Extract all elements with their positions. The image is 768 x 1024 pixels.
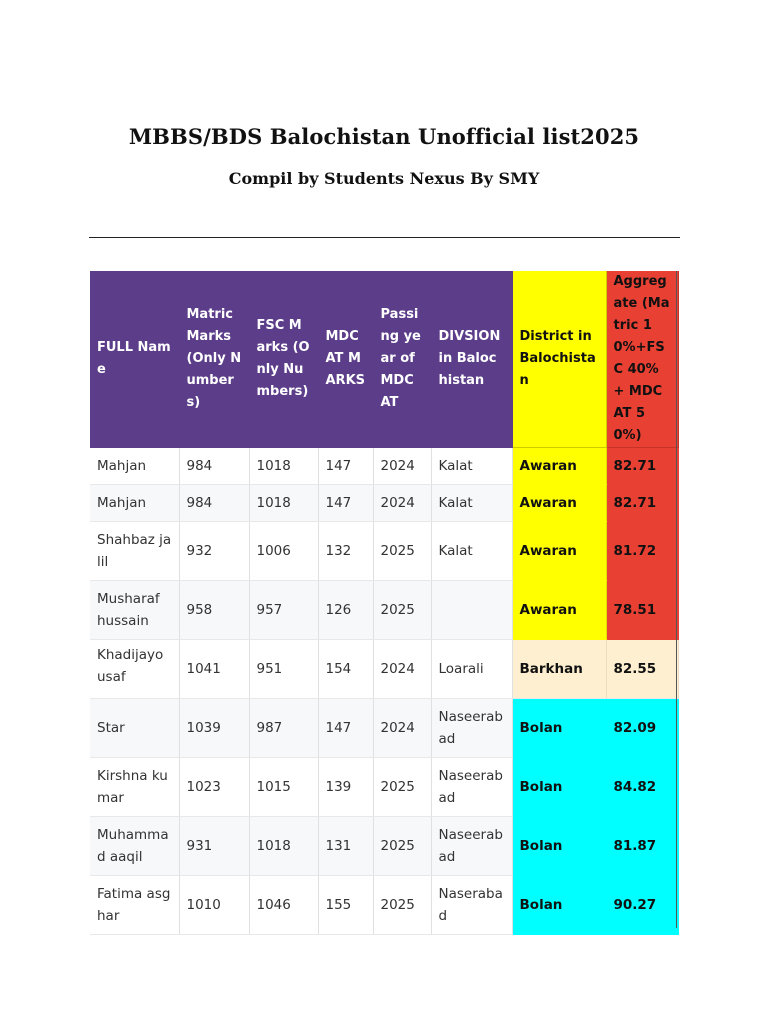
- cell-district: Awaran: [512, 485, 606, 522]
- header-passing-year: Passing year of MDCAT: [373, 271, 431, 448]
- cell-aggregate: 90.27: [606, 876, 678, 935]
- cell-passing-year: 2025: [373, 581, 431, 640]
- document-subtitle: Compil by Students Nexus By SMY: [228, 169, 540, 188]
- cell-fsc-marks: 1046: [249, 876, 318, 935]
- cell-aggregate: 78.51: [606, 581, 678, 640]
- table-row: [90, 699, 678, 758]
- cell-full-name: Khadijayousaf: [90, 640, 179, 699]
- cell-fsc-marks: 951: [249, 640, 318, 699]
- header-mdcat-marks: MDCAT MARKS: [318, 271, 373, 448]
- cell-aggregate: 82.71: [606, 448, 678, 485]
- cell-mdcat-marks: 147: [318, 699, 373, 758]
- table-row: [90, 485, 678, 522]
- cell-full-name: Mahjan: [90, 485, 179, 522]
- cell-full-name: Musharaf hussain: [90, 581, 179, 640]
- cell-mdcat-marks: 147: [318, 485, 373, 522]
- cell-matric-marks: 932: [179, 522, 249, 581]
- cell-matric-marks: 984: [179, 448, 249, 485]
- cell-aggregate: 82.09: [606, 699, 678, 758]
- cell-matric-marks: 1041: [179, 640, 249, 699]
- cell-passing-year: 2024: [373, 640, 431, 699]
- document-title: MBBS/BDS Balochistan Unofficial list2025: [128, 124, 640, 149]
- header-matric-marks: Matric Marks (Only Numbers): [179, 271, 249, 448]
- header-division: DIVSION in Balochistan: [431, 271, 512, 448]
- table-row: [90, 640, 678, 699]
- cell-mdcat-marks: 154: [318, 640, 373, 699]
- cell-fsc-marks: 1018: [249, 485, 318, 522]
- cell-fsc-marks: 1018: [249, 448, 318, 485]
- cell-matric-marks: 1010: [179, 876, 249, 935]
- cell-full-name: Star: [90, 699, 179, 758]
- cell-district: Awaran: [512, 448, 606, 485]
- cell-full-name: Kirshna kumar: [90, 758, 179, 817]
- cell-matric-marks: 958: [179, 581, 249, 640]
- cell-division: Naserabad: [431, 876, 512, 935]
- cell-division: [431, 581, 512, 640]
- table-row: [90, 448, 678, 485]
- cell-mdcat-marks: 126: [318, 581, 373, 640]
- table-row: [90, 581, 678, 640]
- cell-passing-year: 2025: [373, 522, 431, 581]
- table-row: [90, 876, 678, 935]
- cell-matric-marks: 1039: [179, 699, 249, 758]
- cell-passing-year: 2025: [373, 876, 431, 935]
- cell-mdcat-marks: 139: [318, 758, 373, 817]
- header-full-name: FULL Name: [90, 271, 179, 448]
- cell-division: Naseerabad: [431, 758, 512, 817]
- cell-district: Bolan: [512, 699, 606, 758]
- cell-fsc-marks: 987: [249, 699, 318, 758]
- cell-passing-year: 2024: [373, 699, 431, 758]
- cell-district: Bolan: [512, 876, 606, 935]
- table-right-edge: [676, 271, 677, 928]
- cell-full-name: Shahbaz jalil: [90, 522, 179, 581]
- cell-division: Naseerabad: [431, 817, 512, 876]
- cell-passing-year: 2024: [373, 448, 431, 485]
- cell-division: Kalat: [431, 485, 512, 522]
- cell-aggregate: 82.71: [606, 485, 678, 522]
- cell-matric-marks: 1023: [179, 758, 249, 817]
- cell-division: Naseerabad: [431, 699, 512, 758]
- table-header-row: [90, 271, 678, 448]
- cell-full-name: Mahjan: [90, 448, 179, 485]
- cell-fsc-marks: 1018: [249, 817, 318, 876]
- cell-fsc-marks: 1015: [249, 758, 318, 817]
- cell-mdcat-marks: 147: [318, 448, 373, 485]
- cell-passing-year: 2025: [373, 758, 431, 817]
- table-row: [90, 758, 678, 817]
- cell-aggregate: 81.87: [606, 817, 678, 876]
- cell-fsc-marks: 1006: [249, 522, 318, 581]
- header-aggregate: Aggregate (Matric 10%+FSC 40% + MDCAT 50%): [606, 271, 678, 448]
- cell-district: Bolan: [512, 817, 606, 876]
- header-fsc-marks: FSC Marks (Only Numbers): [249, 271, 318, 448]
- horizontal-divider: [89, 237, 680, 238]
- merit-list-table: [90, 271, 679, 935]
- cell-district: Awaran: [512, 522, 606, 581]
- cell-division: Kalat: [431, 448, 512, 485]
- table-row: [90, 817, 678, 876]
- cell-district: Barkhan: [512, 640, 606, 699]
- cell-passing-year: 2025: [373, 817, 431, 876]
- cell-passing-year: 2024: [373, 485, 431, 522]
- cell-mdcat-marks: 131: [318, 817, 373, 876]
- cell-matric-marks: 931: [179, 817, 249, 876]
- cell-fsc-marks: 957: [249, 581, 318, 640]
- cell-mdcat-marks: 132: [318, 522, 373, 581]
- cell-aggregate: 81.72: [606, 522, 678, 581]
- table-row: [90, 522, 678, 581]
- cell-district: Bolan: [512, 758, 606, 817]
- cell-division: Kalat: [431, 522, 512, 581]
- cell-matric-marks: 984: [179, 485, 249, 522]
- cell-mdcat-marks: 155: [318, 876, 373, 935]
- cell-full-name: Fatima asghar: [90, 876, 179, 935]
- header-district: District in Balochistan: [512, 271, 606, 448]
- cell-district: Awaran: [512, 581, 606, 640]
- cell-aggregate: 84.82: [606, 758, 678, 817]
- cell-full-name: Muhammad aaqil: [90, 817, 179, 876]
- cell-division: Loarali: [431, 640, 512, 699]
- cell-aggregate: 82.55: [606, 640, 678, 699]
